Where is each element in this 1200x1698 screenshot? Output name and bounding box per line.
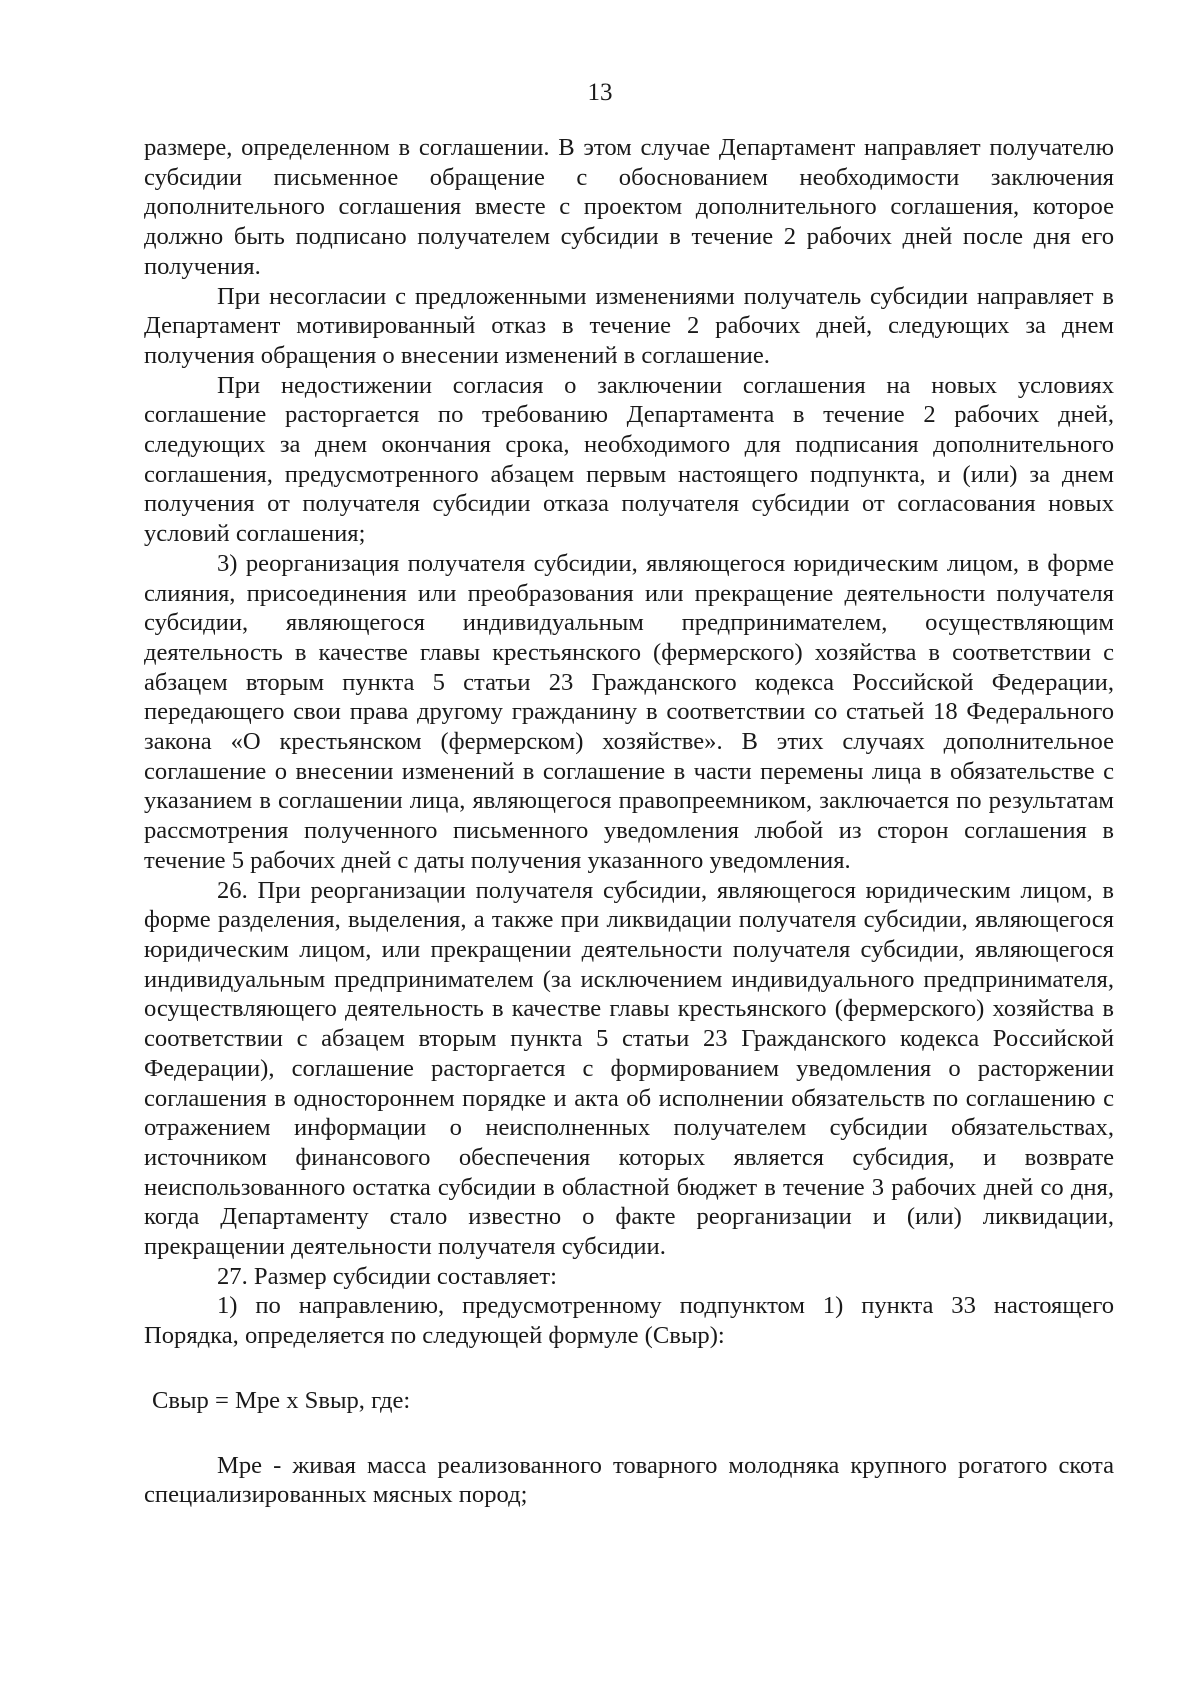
paragraph-reorganization-item-3: 3) реорганизация получателя субсидии, являющегося юридическим лицом, в форме слияния, присоединения или преобразования или прекращение деятельности получателя субсидии, являющегося индивидуальным предпринимателем, осуществляющим деятельность в качестве главы крестьянского (фермерского) хозяйства в соответствии с абзацем вторым пункта 5 статьи 23 Гражданского кодекса Российской Федерации, передающего свои права другому гражданину в соответствии со статьей 18 Федерального закона «О крестьянском (фермерском) хозяйстве». В этих случаях дополнительное соглашение о внесении изменений в соглашение в части перемены лица в обязательстве с указанием в соглашении лица, являющегося правопреемником, заключается по результатам рассмотрения полученного письменного уведомления любой из сторон соглашения в течение 5 рабочих дней с даты получения указанного уведомления. [144, 549, 1114, 874]
formula-definition: Мре - живая масса реализованного товарного молодняка крупного рогатого скота специализированных мясных пород; [144, 1451, 1114, 1509]
paragraph-item-27-1: 1) по направлению, предусмотренному подпунктом 1) пункта 33 настоящего Порядка, определяется по следующей формуле (Свыр): [144, 1292, 1114, 1350]
paragraph-continuation: размере, определенном в соглашении. В этом случае Департамент направляет получателю субсидии письменное обращение с обоснованием необходимости заключения дополнительного соглашения вместе с проектом дополнительного соглашения, которое должно быть подписано получателем субсидии в течение 2 рабочих дней после дня его получения. [144, 134, 1114, 280]
paragraph-disagreement: При несогласии с предложенными изменениями получатель субсидии направляет в Департамент мотивированный отказ в течение 2 рабочих дней, следующих за днем получения обращения о внесении изменений в соглашение. [144, 282, 1114, 369]
paragraph-no-agreement: При недостижении согласия о заключении соглашения на новых условиях соглашение расторгается по требованию Департамента в течение 2 рабочих дней, следующих за днем окончания срока, необходимого для подписания дополнительного соглашения, предусмотренного абзацем первым настоящего подпункта, и (или) за днем получения от получателя субсидии отказа получателя субсидии от согласования новых условий соглашения; [144, 371, 1114, 548]
document-body [144, 133, 1114, 1510]
paragraph-item-26: 26. При реорганизации получателя субсидии, являющегося юридическим лицом, в форме разделения, выделения, а также при ликвидации получателя субсидии, являющегося юридическим лицом, или прекращении деятельности получателя субсидии, являющегося индивидуальным предпринимателем (за исключением индивидуального предпринимателя, осуществляющего деятельность в качестве главы крестьянского (фермерского) хозяйства в соответствии с абзацем вторым пункта 5 статьи 23 Гражданского кодекса Российской Федерации), соглашение расторгается с формированием уведомления о расторжении соглашения в одностороннем порядке и акта об исполнении обязательств по соглашению с отражением информации о неисполненных получателем субсидии обязательствах, источником финансового обеспечения которых является субсидия, и возврате неиспользованного остатка субсидии в областной бюджет в течение 3 рабочих дней со дня, когда Департаменту стало известно о факте реорганизации и (или) ликвидации, прекращении деятельности получателя субсидии. [144, 876, 1114, 1261]
page-number: 13 [587, 79, 613, 106]
paragraph-item-27: 27. Размер субсидии составляет: [217, 1262, 557, 1290]
formula: Свыр = Мре х Sвыр, где: [152, 1386, 411, 1414]
